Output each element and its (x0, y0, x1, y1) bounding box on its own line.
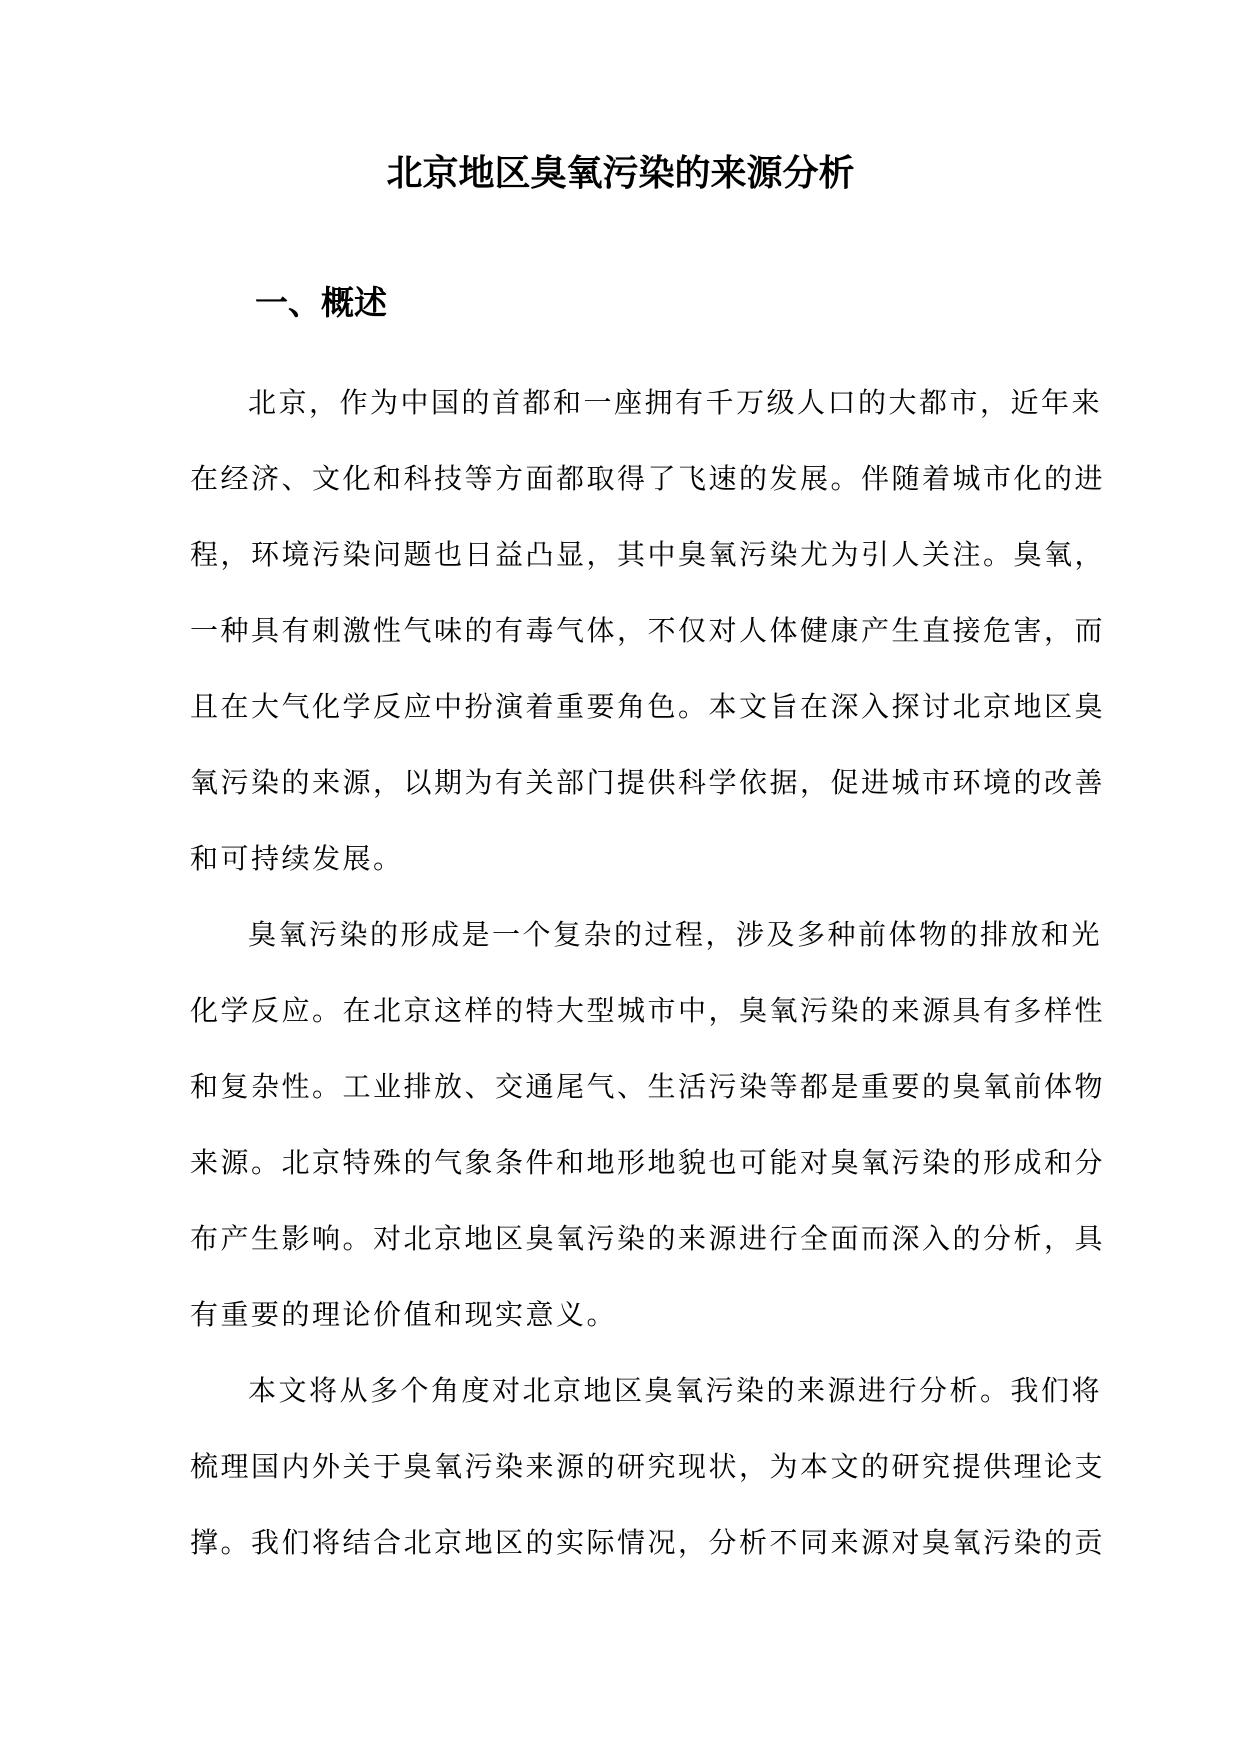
document-title: 北京地区臭氧污染的来源分析 (386, 152, 855, 194)
paragraph-line: 有重要的理论价值和现实意义。 (190, 1298, 618, 1331)
paragraph-line: 北京，作为中国的首都和一座拥有千万级人口的大都市，近年来 (248, 386, 1103, 419)
paragraph-2 (190, 897, 1106, 1353)
paragraph-line: 和可持续发展。 (190, 842, 404, 875)
paragraph-line: 本文将从多个角度对北京地区臭氧污染的来源进行分析。我们将 (248, 1374, 1103, 1407)
paragraph-line: 臭氧污染的形成是一个复杂的过程，涉及多种前体物的排放和光 (248, 918, 1103, 951)
paragraph-line: 且在大气化学反应中扮演着重要角色。本文旨在深入探讨北京地区臭 (190, 690, 1106, 723)
paragraph-line: 梳理国内外关于臭氧污染来源的研究现状，为本文的研究提供理论支 (190, 1450, 1106, 1483)
paragraph-3 (190, 1353, 1106, 1581)
paragraph-line: 程，环境污染问题也日益凸显，其中臭氧污染尤为引人关注。臭氧， (190, 538, 1106, 571)
paragraph-line: 来源。北京特殊的气象条件和地形地貌也可能对臭氧污染的形成和分 (190, 1146, 1106, 1179)
paragraph-1 (190, 365, 1106, 897)
paragraph-line: 撑。我们将结合北京地区的实际情况，分析不同来源对臭氧污染的贡 (190, 1526, 1106, 1559)
section-body (190, 365, 1106, 1581)
paragraph-line: 在经济、文化和科技等方面都取得了飞速的发展。伴随着城市化的进 (190, 462, 1106, 495)
paragraph-line: 氧污染的来源，以期为有关部门提供科学依据，促进城市环境的改善 (190, 766, 1106, 799)
paragraph-line: 布产生影响。对北京地区臭氧污染的来源进行全面而深入的分析，具 (190, 1222, 1106, 1255)
paragraph-line: 化学反应。在北京这样的特大型城市中，臭氧污染的来源具有多样性 (190, 994, 1106, 1027)
section-heading-overview: 一、概述 (255, 283, 387, 322)
paragraph-line: 和复杂性。工业排放、交通尾气、生活污染等都是重要的臭氧前体物 (190, 1070, 1106, 1103)
paragraph-line: 一种具有刺激性气味的有毒气体，不仅对人体健康产生直接危害，而 (190, 614, 1106, 647)
